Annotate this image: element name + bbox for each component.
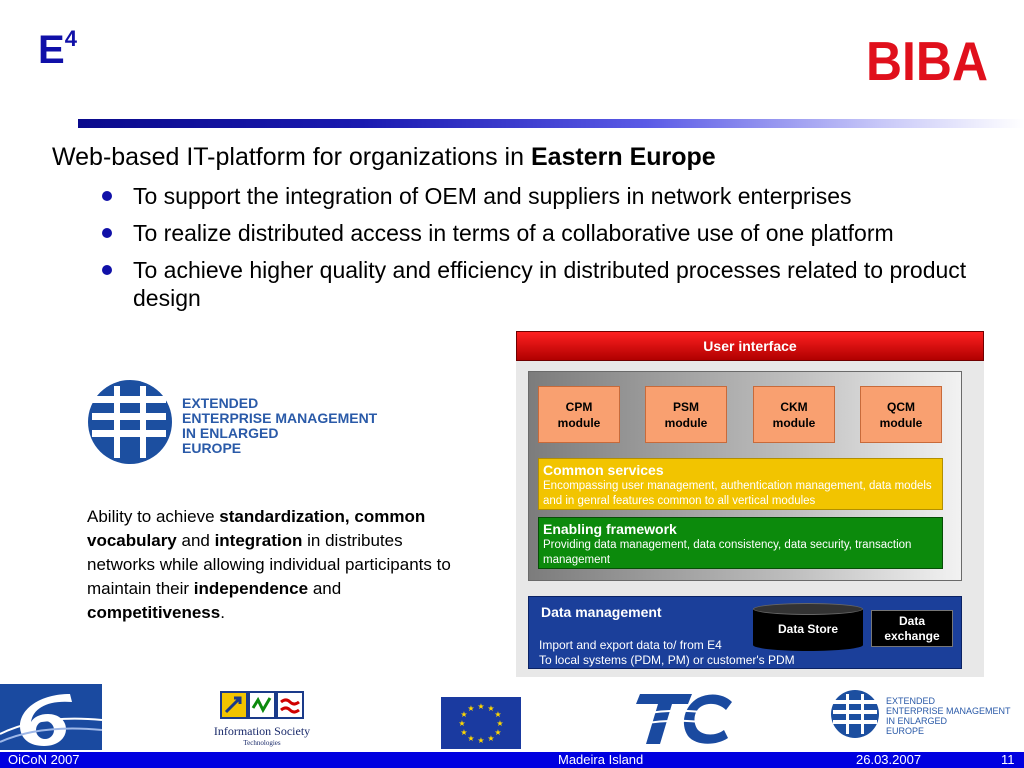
enabling-framework-box bbox=[538, 517, 943, 569]
svg-text:★: ★ bbox=[496, 719, 504, 728]
svg-text:★: ★ bbox=[477, 702, 485, 711]
svg-text:★: ★ bbox=[487, 704, 495, 713]
small-logo-line: ENTERPRISE MANAGEMENT bbox=[886, 706, 1011, 716]
module-label: module bbox=[772, 415, 816, 430]
module-name: CPM bbox=[565, 399, 593, 414]
project-logo-line: EXTENDED bbox=[182, 395, 259, 411]
cpm-module bbox=[538, 386, 620, 443]
ability-text: in distributes networks while allowing individual participants to maintain their bbox=[87, 531, 451, 598]
project-logo-line: ENTERPRISE MANAGEMENT bbox=[182, 410, 378, 426]
common-services-desc: Encompassing user management, authentication management, data models and in genral features common to all vertical modules bbox=[543, 480, 932, 507]
bullet-dot-icon bbox=[102, 191, 112, 201]
user-interface-bar: User interface bbox=[516, 331, 984, 361]
data-management-line: Import and export data to/ from E4 bbox=[539, 638, 722, 652]
information-society-logo bbox=[207, 690, 317, 748]
bullet-text: To realize distributed access in terms of a collaborative use of one platform bbox=[133, 220, 894, 246]
common-services-title: Common services bbox=[543, 462, 664, 478]
bullet-list bbox=[100, 182, 1000, 321]
psm-module bbox=[645, 386, 727, 443]
bullet-item bbox=[100, 182, 1000, 210]
ability-text: Ability to achieve bbox=[87, 507, 220, 526]
biba-logo bbox=[866, 36, 988, 84]
bullet-text: To support the integration of OEM and suppliers in network enterprises bbox=[133, 183, 852, 209]
ability-paragraph bbox=[87, 505, 462, 625]
footer-page-number: 11 bbox=[1001, 752, 1015, 767]
module-name: PSM bbox=[672, 399, 699, 414]
small-logo-line: IN ENLARGED bbox=[886, 716, 948, 726]
svg-text:★: ★ bbox=[494, 728, 502, 737]
data-management-line: To local systems (PDM, PM) or customer's PDM bbox=[539, 653, 795, 667]
ckm-module bbox=[753, 386, 835, 443]
footer-location: Madeira Island bbox=[558, 752, 644, 767]
enabling-framework-title: Enabling framework bbox=[543, 521, 677, 537]
bullet-item bbox=[100, 219, 920, 247]
svg-text:★: ★ bbox=[477, 736, 485, 745]
footer-conference: OiCoN 2007 bbox=[8, 752, 80, 767]
info-society-title: Information Society bbox=[213, 724, 311, 738]
ability-bold: competitiveness bbox=[87, 603, 221, 622]
eu-flag-icon bbox=[441, 697, 521, 749]
title-main: E bbox=[38, 28, 65, 72]
data-management-title: Data management bbox=[541, 604, 662, 620]
svg-text:★: ★ bbox=[458, 719, 466, 728]
enabling-framework-desc: Providing data management, data consistency, data security, transaction management bbox=[543, 539, 912, 566]
tc-logo bbox=[636, 688, 736, 748]
project-logo-line: IN ENLARGED bbox=[182, 425, 279, 441]
footer-bar bbox=[0, 752, 1024, 768]
common-services-box bbox=[538, 458, 943, 510]
biba-logo-text: BIBA bbox=[866, 36, 988, 84]
title-divider bbox=[78, 119, 1024, 128]
svg-text:★: ★ bbox=[460, 728, 468, 737]
fp6-logo bbox=[0, 684, 102, 750]
module-name: QCM bbox=[886, 399, 915, 414]
bullet-dot-icon bbox=[102, 228, 112, 238]
module-name: CKM bbox=[780, 399, 808, 414]
slide-title bbox=[38, 26, 77, 72]
module-label: module bbox=[664, 415, 708, 430]
ability-bold: integration bbox=[214, 531, 303, 550]
svg-text:★: ★ bbox=[487, 734, 495, 743]
heading-bold: Eastern Europe bbox=[530, 143, 716, 171]
data-exchange-label: exchange bbox=[884, 628, 940, 643]
module-label: module bbox=[557, 415, 601, 430]
footer-date: 26.03.2007 bbox=[856, 752, 922, 767]
svg-text:★: ★ bbox=[494, 710, 502, 719]
bullet-item bbox=[100, 256, 1000, 312]
bullet-text: To achieve higher quality and efficiency in distributed processes related to product design bbox=[133, 257, 967, 311]
data-store-cylinder-icon bbox=[753, 603, 863, 649]
svg-text:★: ★ bbox=[460, 710, 468, 719]
svg-text:★: ★ bbox=[467, 734, 475, 743]
project-logo-line: EUROPE bbox=[182, 440, 242, 456]
module-label: module bbox=[879, 415, 923, 430]
data-management-box bbox=[528, 596, 962, 669]
qcm-module bbox=[860, 386, 942, 443]
small-logo-line: EXTENDED bbox=[886, 696, 936, 706]
architecture-diagram bbox=[516, 331, 984, 677]
svg-text:★: ★ bbox=[467, 704, 475, 713]
info-society-subtitle: Technologies bbox=[243, 739, 281, 747]
data-store-label: Data Store bbox=[777, 622, 839, 636]
data-exchange-box bbox=[871, 610, 953, 647]
cylinder-top bbox=[753, 603, 863, 615]
e4-project-logo bbox=[86, 376, 396, 468]
heading-prefix: Web-based IT-platform for organizations in bbox=[52, 143, 531, 171]
ability-text: . bbox=[220, 603, 225, 622]
data-exchange-label: Data bbox=[898, 613, 925, 628]
ability-bold: standardization, common vocabulary bbox=[87, 507, 426, 550]
bullet-dot-icon bbox=[102, 265, 112, 275]
ability-text: and bbox=[308, 579, 342, 598]
small-logo-line: EUROPE bbox=[886, 726, 925, 736]
main-heading bbox=[52, 143, 716, 172]
e4-small-logo bbox=[828, 688, 1018, 740]
title-superscript: 4 bbox=[64, 26, 77, 51]
ability-bold: independence bbox=[193, 579, 309, 598]
ability-text: and bbox=[176, 531, 215, 550]
